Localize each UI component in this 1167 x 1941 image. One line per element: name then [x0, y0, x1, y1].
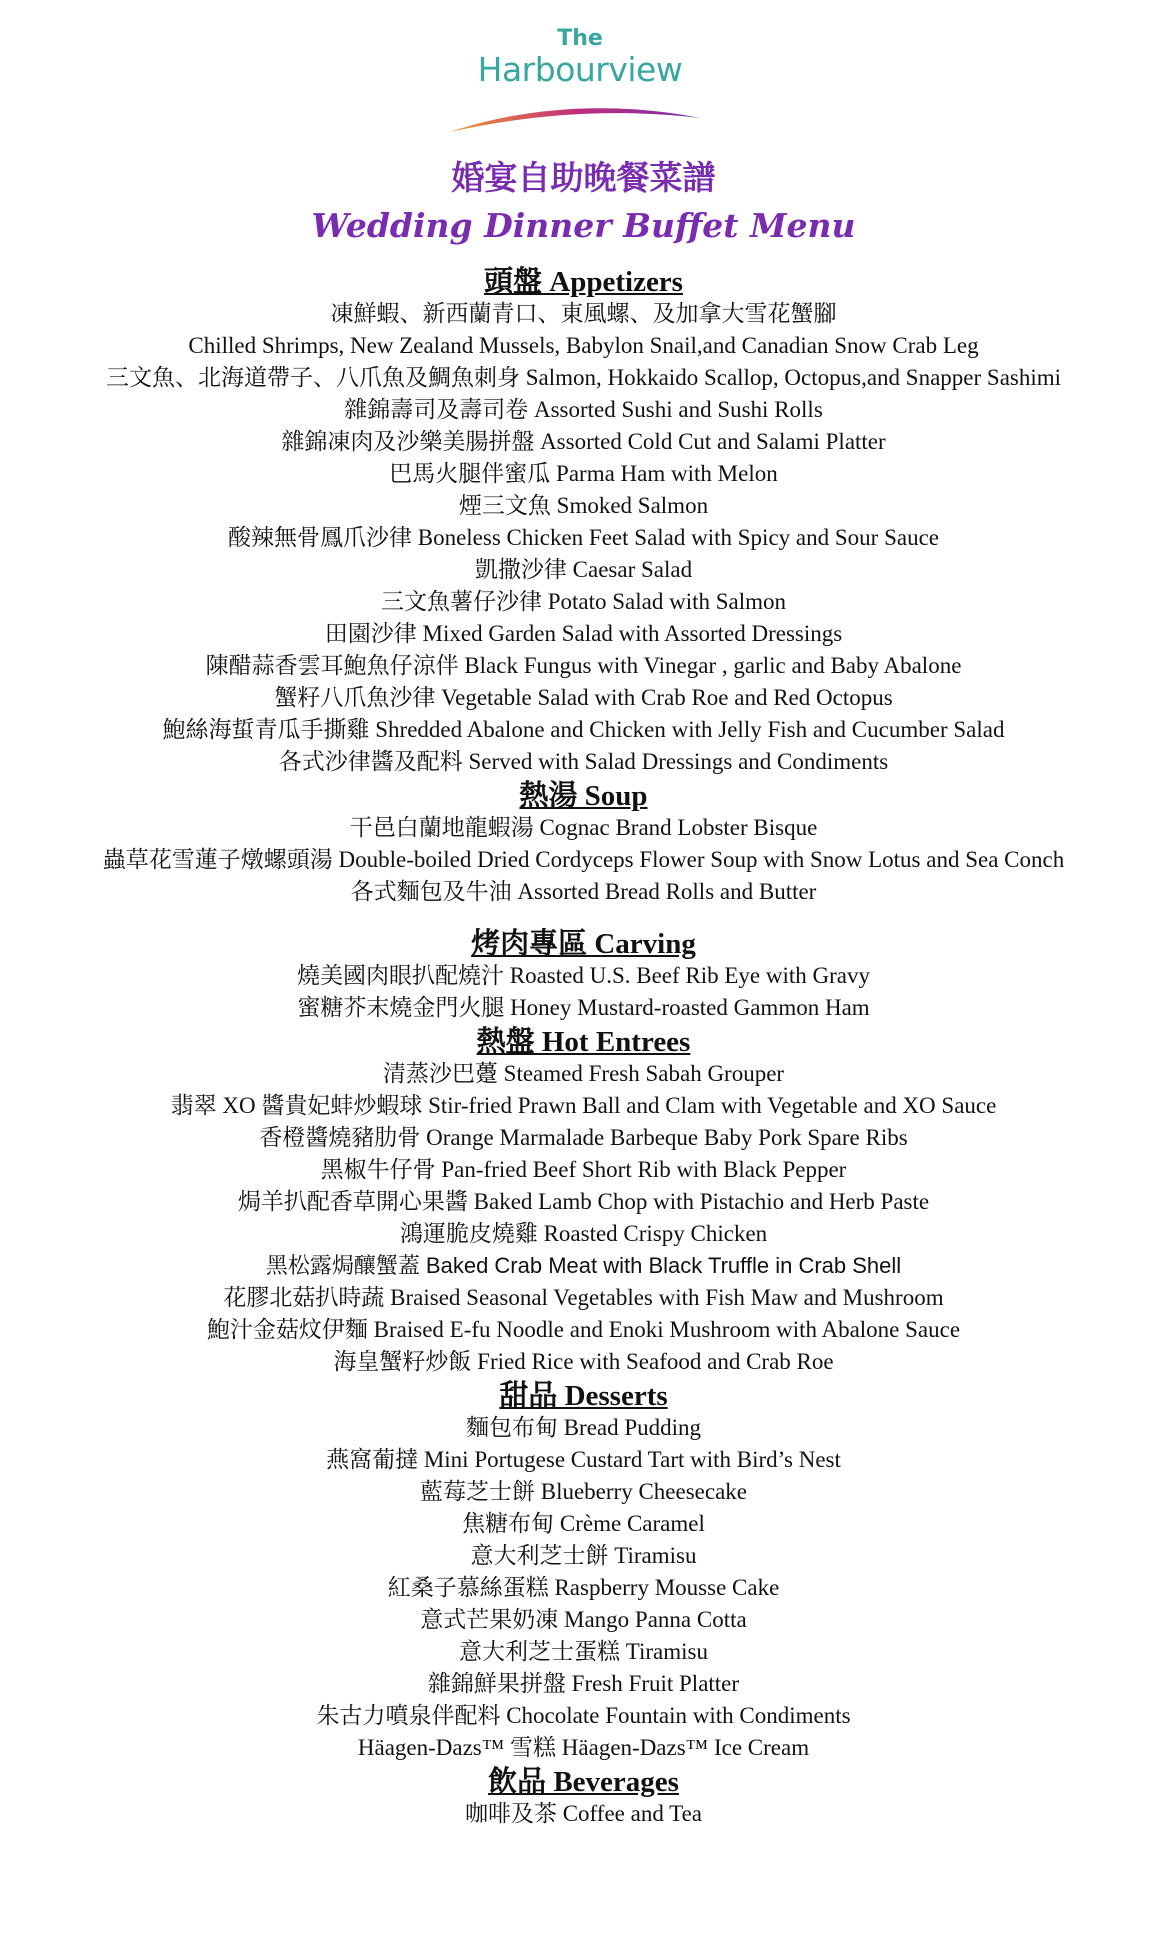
menu-item: 鴻運脆皮燒雞 Roasted Crispy Chicken	[399, 1221, 768, 1246]
menu-item: 陳醋蒜香雲耳鮑魚仔涼伴 Black Fungus with Vinegar , garlic and Baby Abalone	[205, 653, 962, 678]
menu-item: 干邑白蘭地龍蝦湯 Cognac Brand Lobster Bisque	[349, 815, 818, 840]
section-heading-beverages: 飲品 Beverages	[488, 1766, 679, 1798]
menu-item: 藍莓芝士餅 Blueberry Cheesecake	[419, 1479, 747, 1504]
section-heading-appetizers: 頭盤 Appetizers	[484, 266, 683, 298]
title-english: Wedding Dinner Buffet Menu	[311, 206, 856, 245]
menu-item: 花膠北菇扒時蔬 Braised Seasonal Vegetables with Fish Maw and Mushroom	[223, 1285, 944, 1310]
menu-item: 雜錦凍肉及沙樂美腸拼盤 Assorted Cold Cut and Salami Platter	[281, 429, 886, 454]
menu-item: Häagen-Dazs™ 雪糕 Häagen-Dazs™ Ice Cream	[357, 1735, 810, 1760]
menu-item: 三文魚、北海道帶子、八爪魚及鯛魚刺身 Salmon, Hokkaido Scallop, Octopus,and Snapper Sashimi	[105, 365, 1062, 390]
menu-item: 各式沙律醬及配料 Served with Salad Dressings and Condiments	[278, 749, 889, 774]
menu-item: 凱撒沙律 Caesar Salad	[474, 557, 693, 582]
menu-item: 黑椒牛仔骨 Pan-fried Beef Short Rib with Black Pepper	[320, 1157, 847, 1182]
menu-item: Chilled Shrimps, New Zealand Mussels, Babylon Snail,and Canadian Snow Crab Leg	[188, 333, 979, 358]
menu-item: 酸辣無骨鳳爪沙律 Boneless Chicken Feet Salad with Spicy and Sour Sauce	[227, 525, 939, 550]
logo-line-harbourview: Harbourview	[477, 50, 683, 89]
menu-item: 燕窩葡撻 Mini Portugese Custard Tart with Bird’s Nest	[326, 1447, 841, 1472]
menu-item: 意大利芝士蛋糕 Tiramisu	[459, 1639, 708, 1664]
menu-item: 煙三文魚 Smoked Salmon	[458, 493, 709, 518]
harbourview-logo	[440, 26, 720, 136]
menu-item: 雜錦壽司及壽司卷 Assorted Sushi and Sushi Rolls	[344, 397, 823, 422]
menu-item: 巴馬火腿伴蜜瓜 Parma Ham with Melon	[389, 461, 778, 486]
menu-list	[0, 266, 1167, 1830]
menu-item: 焗羊扒配香草開心果醬 Baked Lamb Chop with Pistachio and Herb Paste	[237, 1189, 930, 1214]
menu-item: 焦糖布甸 Crème Caramel	[462, 1511, 705, 1536]
menu-item: 燒美國肉眼扒配燒汁 Roasted U.S. Beef Rib Eye with Gravy	[296, 963, 871, 988]
menu-item: 海皇蟹籽炒飯 Fried Rice with Seafood and Crab Roe	[333, 1349, 834, 1374]
menu-item: 三文魚薯仔沙律 Potato Salad with Salmon	[380, 589, 787, 614]
menu-item: 雜錦鮮果拼盤 Fresh Fruit Platter	[427, 1671, 740, 1696]
menu-item: 翡翠 XO 醬貴妃蚌炒蝦球 Stir-fried Prawn Ball and Clam with Vegetable and XO Sauce	[170, 1093, 997, 1118]
menu-item: 蟲草花雪蓮子燉螺頭湯 Double-boiled Dried Cordyceps Flower Soup with Snow Lotus and Sea Conch	[102, 847, 1065, 872]
menu-item: 清蒸沙巴躉 Steamed Fresh Sabah Grouper	[382, 1061, 785, 1086]
logo-line-the: The	[557, 26, 603, 51]
menu-item: 蟹籽八爪魚沙律 Vegetable Salad with Crab Roe and Red Octopus	[274, 685, 893, 710]
menu-item: 蜜糖芥末燒金門火腿 Honey Mustard-roasted Gammon Ham	[297, 995, 870, 1020]
menu-item: 鮑絲海蜇青瓜手撕雞 Shredded Abalone and Chicken with Jelly Fish and Cucumber Salad	[162, 717, 1005, 742]
section-heading-soup: 熱湯 Soup	[519, 780, 648, 812]
logo-swoosh-icon	[440, 86, 720, 136]
menu-item: 意大利芝士餅 Tiramisu	[470, 1543, 697, 1568]
menu-item: 各式麵包及牛油 Assorted Bread Rolls and Butter	[350, 879, 817, 904]
menu-item: 田園沙律 Mixed Garden Salad with Assorted Dressings	[324, 621, 843, 646]
menu-item: 黑松露焗釀蟹蓋 Baked Crab Meat with Black Truffle in Crab Shell	[265, 1253, 902, 1278]
menu-item: 香橙醬燒豬肋骨 Orange Marmalade Barbeque Baby Pork Spare Ribs	[259, 1125, 908, 1150]
menu-item: 鮑汁金菇炆伊麵 Braised E-fu Noodle and Enoki Mushroom with Abalone Sauce	[206, 1317, 961, 1342]
menu-item: 朱古力噴泉伴配料 Chocolate Fountain with Condiments	[316, 1703, 851, 1728]
menu-item: 麵包布甸 Bread Pudding	[465, 1415, 702, 1440]
menu-item: 紅桑子慕絲蛋糕 Raspberry Mousse Cake	[387, 1575, 780, 1600]
menu-item: 咖啡及茶 Coffee and Tea	[464, 1801, 703, 1826]
section-heading-hot-entrees: 熱盤 Hot Entrees	[476, 1026, 691, 1058]
section-heading-desserts: 甜品 Desserts	[499, 1380, 668, 1412]
menu-item: 凍鮮蝦、新西蘭青口、東風螺、及加拿大雪花蟹腳	[330, 301, 837, 326]
title-chinese: 婚宴自助晚餐菜譜	[451, 158, 716, 197]
section-heading-carving: 烤肉專區 Carving	[471, 928, 696, 960]
menu-item: 意式芒果奶凍 Mango Panna Cotta	[420, 1607, 747, 1632]
